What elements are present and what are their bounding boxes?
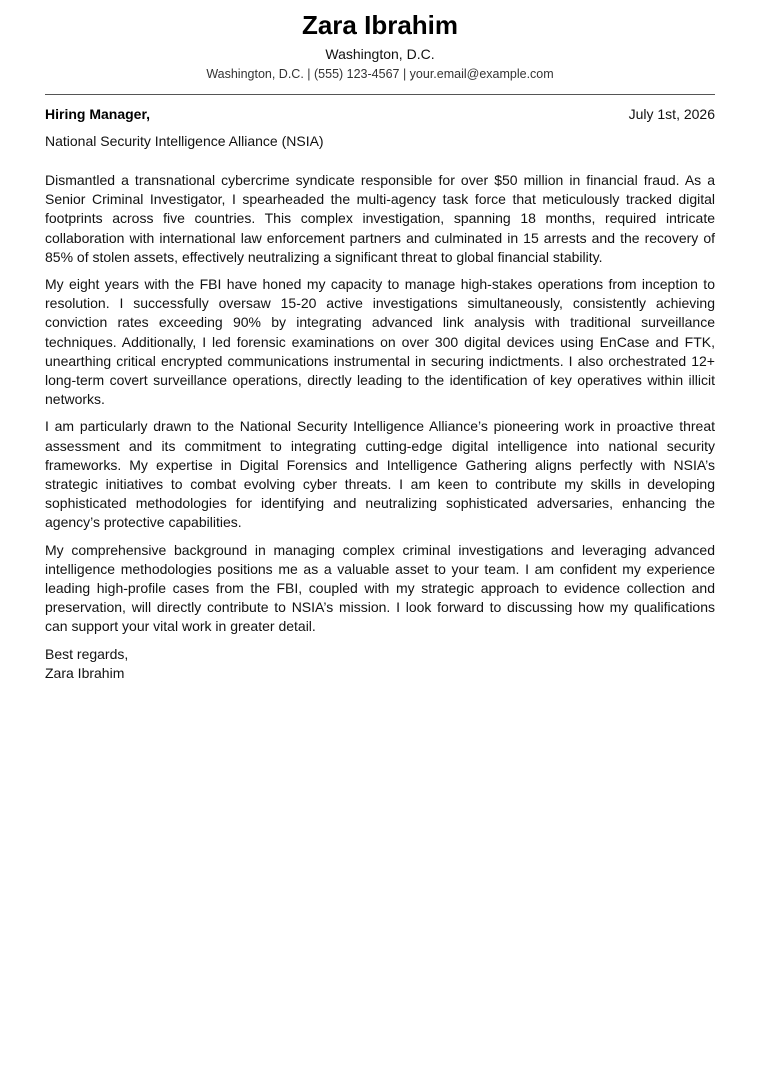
body-paragraph-2: My eight years with the FBI have honed my capacity to manage high-stakes operations from inception to resolution. I successfully oversaw 15-20 active investigations simultaneously, consistently achieving conviction rates exceeding 90% by integrating advanced link analysis with traditional surveillance techniques. Additionally, I led forensic examinations on over 300 digital devices using EnCase and FTK, unearthing critical encrypted communications instrumental in securing indictments. I also orchestrated 12+ long-term covert surveillance operations, directly leading to the identification of key operatives within illicit networks. — [45, 276, 715, 408]
closing-phrase: Best regards, — [45, 645, 129, 662]
sender-name: Zara Ibrahim — [301, 10, 459, 40]
body-paragraph-1: Dismantled a transnational cybercrime syndicate responsible for over $50 million in financial fraud. As a Senior Criminal Investigator, I spearheaded the multi-agency task force that meticulously tracked digital footprints across five countries. This complex investigation, spanning 18 months, required intricate collaboration with international law enforcement partners and culminated in 15 arrests and the recovery of 85% of stolen assets, effectively neutralizing a significant threat to global financial stability. — [45, 172, 715, 265]
header-divider — [45, 94, 715, 95]
letter-header — [45, 8, 715, 83]
recipient-salutation: Hiring Manager, — [45, 106, 151, 122]
body-paragraph-3: I am particularly drawn to the National Security Intelligence Alliance’s pioneering work in proactive threat assessment and its commitment to integrating cutting-edge digital intelligence into national security frameworks. My expertise in Digital Forensics and Intelligence Gathering aligns perfectly with NSIA’s strategic initiatives to combat evolving cyber threats. I am keen to contribute my skills in developing sophisticated methodologies for identifying and neutralizing sophisticated adversaries, enhancing the agency’s protective capabilities. — [45, 418, 715, 531]
sender-contact-line: Washington, D.C. | (555) 123-4567 | your.email@example.com — [206, 67, 554, 81]
recipient-date-row — [45, 105, 715, 124]
letter-body — [45, 171, 715, 637]
signature-name: Zara Ibrahim — [45, 664, 125, 681]
letter-closing — [45, 645, 715, 683]
sender-location: Washington, D.C. — [325, 46, 435, 62]
body-paragraph-4: My comprehensive background in managing complex criminal investigations and leveraging advanced intelligence methodologies positions me as a valuable asset to your team. I am confident my experience leading high-profile cases from the FBI, coupled with my strategic approach to evidence collection and preservation, will directly contribute to NSIA’s mission. I look forward to discussing how my qualifications can support your vital work in greater detail. — [45, 541, 715, 635]
letter-date: July 1st, 2026 — [628, 106, 715, 122]
recipient-organization: National Security Intelligence Alliance (NSIA) — [45, 133, 324, 149]
